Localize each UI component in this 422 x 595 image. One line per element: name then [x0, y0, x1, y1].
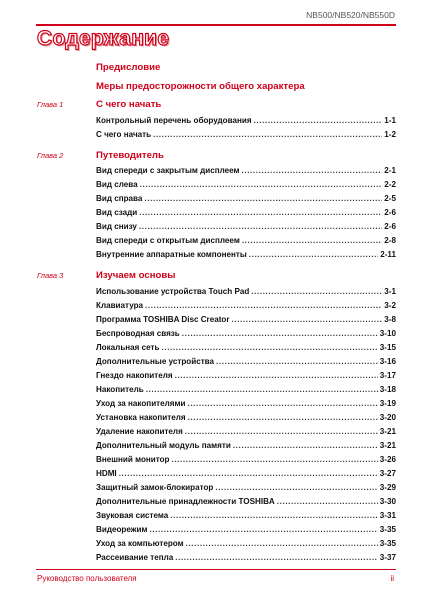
toc-entry-label: Удаление накопителя [96, 426, 183, 436]
toc-entry-label: Звуковая система [96, 510, 169, 520]
toc-entry[interactable] [0, 299, 422, 313]
toc-safety-label: Меры предосторожности общего характера [96, 80, 305, 92]
toc-entry[interactable] [0, 551, 422, 565]
leader-dots [139, 220, 382, 234]
leader-dots [119, 467, 378, 481]
toc-entry-label: Защитный замок-блокиратор [96, 482, 214, 492]
leader-dots [162, 341, 378, 355]
chapter-2-title: Путеводитель [96, 149, 164, 161]
toc-entry-page: 2-6 [384, 222, 396, 231]
toc-entry[interactable] [0, 341, 422, 355]
toc-entry[interactable] [0, 383, 422, 397]
leader-dots [145, 299, 382, 313]
toc-entry[interactable] [0, 206, 422, 220]
toc-entry-label: Контрольный перечень оборудования [96, 115, 252, 125]
leader-dots [187, 397, 377, 411]
toc-entry-label: Рассеивание тепла [96, 552, 174, 562]
toc-entry-label: Уход за компьютером [96, 538, 184, 548]
toc-entry[interactable] [0, 327, 422, 341]
toc-entry-page: 3-21 [379, 426, 396, 436]
toc-entry-label: Вид сзади [96, 208, 138, 217]
toc-entry-page: 3-20 [379, 412, 396, 422]
leader-dots [216, 355, 378, 369]
table-of-contents [0, 60, 422, 565]
leader-dots [172, 453, 378, 467]
leader-dots [149, 523, 377, 537]
toc-entry-label: Вид спереди с закрытым дисплеем [96, 166, 240, 175]
chapter-3-label: Глава 3 [37, 271, 64, 280]
leader-dots [175, 551, 378, 565]
toc-entry[interactable] [0, 114, 422, 128]
toc-entry[interactable] [0, 164, 422, 178]
leader-dots [153, 128, 382, 142]
toc-entry[interactable] [0, 523, 422, 537]
toc-entry[interactable] [0, 453, 422, 467]
toc-safety[interactable] [0, 79, 422, 96]
leader-dots [182, 327, 378, 341]
toc-entry-label: Гнездо накопителя [96, 370, 173, 380]
chapter-2-heading[interactable] [0, 148, 422, 165]
leader-dots [186, 537, 378, 551]
toc-entry-label: Видеорежим [96, 524, 148, 534]
toc-entry-label: Дополнительные принадлежности TOSHIBA [96, 496, 275, 506]
toc-entry-page: 3-37 [379, 552, 396, 562]
toc-entry-label: Клавиатура [96, 300, 144, 310]
header-rule [36, 24, 396, 26]
toc-entry-page: 2-8 [384, 236, 396, 245]
chapter-3-heading[interactable] [0, 268, 422, 285]
toc-entry[interactable] [0, 369, 422, 383]
toc-entry-page: 3-29 [379, 482, 396, 492]
leader-dots [170, 509, 378, 523]
toc-entry[interactable] [0, 178, 422, 192]
toc-entry-page: 2-5 [384, 194, 396, 203]
leader-dots [233, 439, 378, 453]
toc-entry[interactable] [0, 285, 422, 299]
toc-entry-page: 1-2 [384, 129, 396, 139]
toc-entry[interactable] [0, 495, 422, 509]
toc-entry-page: 3-1 [384, 286, 396, 296]
toc-entry[interactable] [0, 397, 422, 411]
leader-dots [277, 495, 378, 509]
toc-entry[interactable] [0, 355, 422, 369]
toc-preface[interactable] [0, 60, 422, 77]
toc-entry-page: 3-27 [379, 468, 396, 478]
toc-entry-label: HDMI [96, 468, 117, 478]
toc-entry-page: 3-17 [379, 370, 396, 380]
leader-dots [185, 425, 378, 439]
footer-rule [36, 569, 396, 570]
leader-dots [249, 248, 378, 262]
toc-entry[interactable] [0, 425, 422, 439]
toc-entry[interactable] [0, 248, 422, 262]
toc-entry-label: Использование устройства Touch Pad [96, 286, 250, 296]
toc-entry[interactable] [0, 467, 422, 481]
toc-entry-label: С чего начать [96, 129, 152, 139]
toc-entry[interactable] [0, 537, 422, 551]
toc-entry-label: Установка накопителя [96, 412, 186, 422]
toc-entry-page: 3-16 [379, 356, 396, 366]
leader-dots [175, 369, 378, 383]
toc-entry-label: Дополнительный модуль памяти [96, 440, 231, 450]
toc-entry-label: Вид слева [96, 180, 138, 189]
toc-entry[interactable] [0, 313, 422, 327]
toc-entry-page: 3-2 [384, 300, 396, 310]
toc-entry-page: 3-8 [384, 314, 396, 324]
toc-entry-page: 3-35 [379, 538, 396, 548]
leader-dots [140, 178, 383, 192]
leader-dots [139, 206, 382, 220]
toc-entry-page: 3-31 [379, 510, 396, 520]
toc-entry-page: 3-10 [379, 328, 396, 338]
toc-entry-page: 3-30 [379, 496, 396, 506]
model-number: NB500/NB520/NB550D [306, 10, 395, 20]
leader-dots [242, 234, 382, 248]
leader-dots [188, 411, 378, 425]
toc-entry-label: Дополнительные устройства [96, 356, 215, 366]
leader-dots [215, 481, 377, 495]
toc-entry-page: 3-15 [379, 342, 396, 352]
page-title: Содержание [37, 27, 170, 50]
toc-entry[interactable] [0, 220, 422, 234]
toc-entry-page: 2-6 [384, 208, 396, 217]
chapter-1-heading[interactable] [0, 97, 422, 114]
toc-entry-label: Вид снизу [96, 222, 137, 231]
toc-entry[interactable] [0, 128, 422, 142]
toc-entry-label: Вид справа [96, 194, 143, 203]
toc-entry[interactable] [0, 509, 422, 523]
chapter-2-label: Глава 2 [37, 150, 64, 160]
toc-entry-page: 2-11 [380, 250, 396, 259]
toc-entry-label: Накопитель [96, 384, 144, 394]
toc-entry-label: Локальная сеть [96, 342, 160, 352]
toc-entry-label: Внешний монитор [96, 454, 170, 464]
toc-entry-page: 2-2 [384, 180, 396, 189]
chapter-1-label: Глава 1 [37, 100, 64, 109]
toc-entry-label: Вид спереди с открытым дисплеем [96, 236, 240, 245]
toc-entry[interactable] [0, 481, 422, 495]
toc-preface-label: Предисловие [96, 62, 161, 73]
toc-entry[interactable] [0, 411, 422, 425]
leader-dots [251, 285, 382, 299]
leader-dots [254, 114, 383, 128]
toc-entry-label: Программа TOSHIBA Disc Creator [96, 314, 230, 324]
leader-dots [242, 164, 383, 178]
leader-dots [232, 313, 383, 327]
toc-entry-label: Беспроводная связь [96, 328, 180, 338]
toc-entry-page: 3-21 [379, 440, 396, 450]
chapter-3-title: Изучаем основы [96, 270, 176, 281]
toc-entry[interactable] [0, 234, 422, 248]
toc-entry[interactable] [0, 439, 422, 453]
leader-dots [146, 383, 378, 397]
toc-entry-label: Внутренние аппаратные компоненты [96, 250, 247, 259]
toc-entry-page: 3-26 [379, 454, 396, 464]
toc-entry-page: 1-1 [384, 115, 396, 125]
toc-entry-page: 2-1 [384, 166, 396, 175]
toc-entry-page: 3-35 [379, 524, 396, 534]
chapter-1-title: С чего начать [96, 99, 162, 110]
page-number: ii [390, 574, 394, 583]
leader-dots [144, 192, 382, 206]
toc-entry-page: 3-19 [379, 398, 396, 408]
footer-title: Руководство пользователя [37, 574, 137, 583]
toc-entry-page: 3-18 [379, 384, 396, 394]
toc-entry[interactable] [0, 192, 422, 206]
toc-entry-label: Уход за накопителями [96, 398, 186, 408]
